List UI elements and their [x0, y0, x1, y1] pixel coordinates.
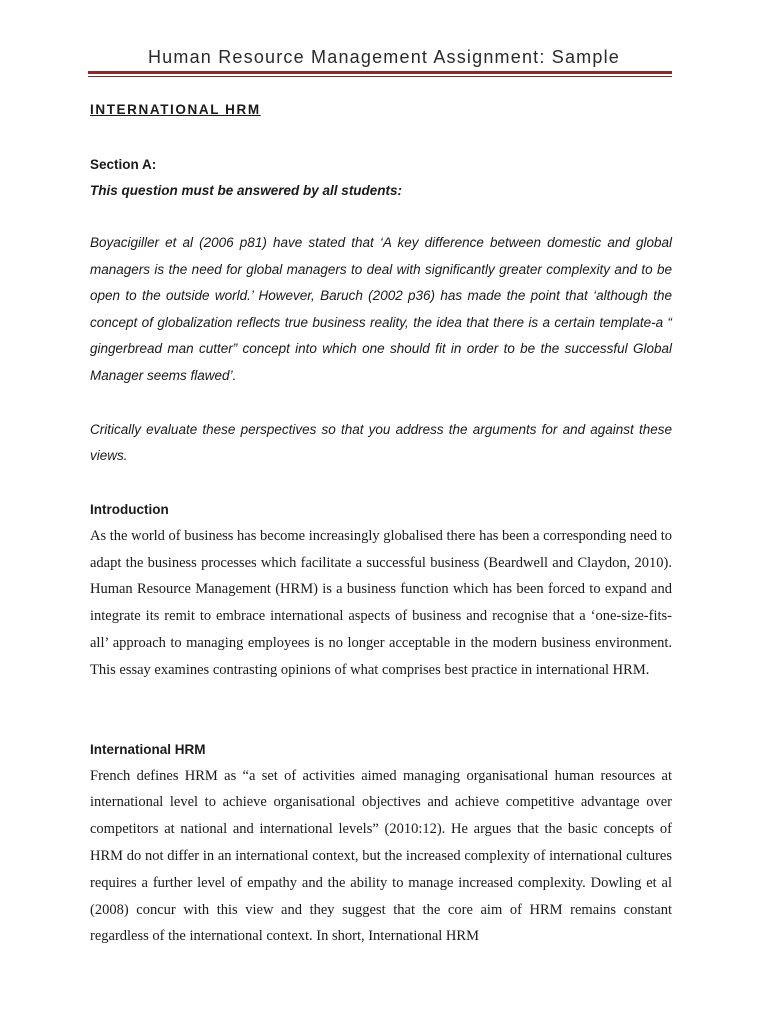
header-rule-thick	[88, 71, 672, 74]
international-hrm-heading: International HRM	[90, 741, 206, 757]
question-task-paragraph: Critically evaluate these perspectives so that you address the arguments for and against these views.	[90, 421, 672, 464]
page-header-title: Human Resource Management Assignment: Sample	[147, 47, 620, 67]
section-a-instruction: This question must be answered by all students:	[90, 183, 403, 198]
introduction-body: As the world of business has become increasingly globalised there has been a corresponding need to adapt the business processes which facilitate a successful business (Beardwell and Claydon, 2010). Human Resource Management (HRM) is a business function which has been forced to expand and integrate its remit to embrace international aspects of business and recognise that a ‘one-size-fits-all’ approach to managing employees is no longer acceptable in the modern business environment. This essay examines contrasting opinions of what comprises best practice in international HRM.	[90, 527, 672, 678]
international-hrm-body: French defines HRM as “a set of activities aimed managing organisational human resources at international level to achieve organisational objectives and achieve competitive advantage over competitors at national and international levels” (2010:12). He argues that the basic concepts of HRM do not differ in an international context, but the increased complexity of international cultures requires a further level of empathy and the ability to manage increased complexity. Dowling et al (2008) concur with this view and they suggest that the core aim of HRM remains constant regardless of the international context. In short, International HRM	[90, 767, 672, 945]
section-a-label: Section A:	[90, 157, 157, 172]
question-quote-paragraph: Boyacigiller et al (2006 p81) have stated that ‘A key difference between domestic and global managers is the need for global managers to deal with significantly greater complexity and to be open to the outside world.’ However, Baruch (2002 p36) has made the point that ‘although the concept of globalization reflects true business reality, the idea that there is a certain template-a “ gingerbread man cutter” concept into which one should fit in order to be the successful Global Manager seems flawed’.	[90, 235, 672, 383]
introduction-heading: Introduction	[90, 501, 169, 517]
document-content	[90, 100, 672, 950]
header-rule-thin	[88, 76, 672, 77]
section-heading: INTERNATIONAL HRM	[90, 102, 261, 117]
